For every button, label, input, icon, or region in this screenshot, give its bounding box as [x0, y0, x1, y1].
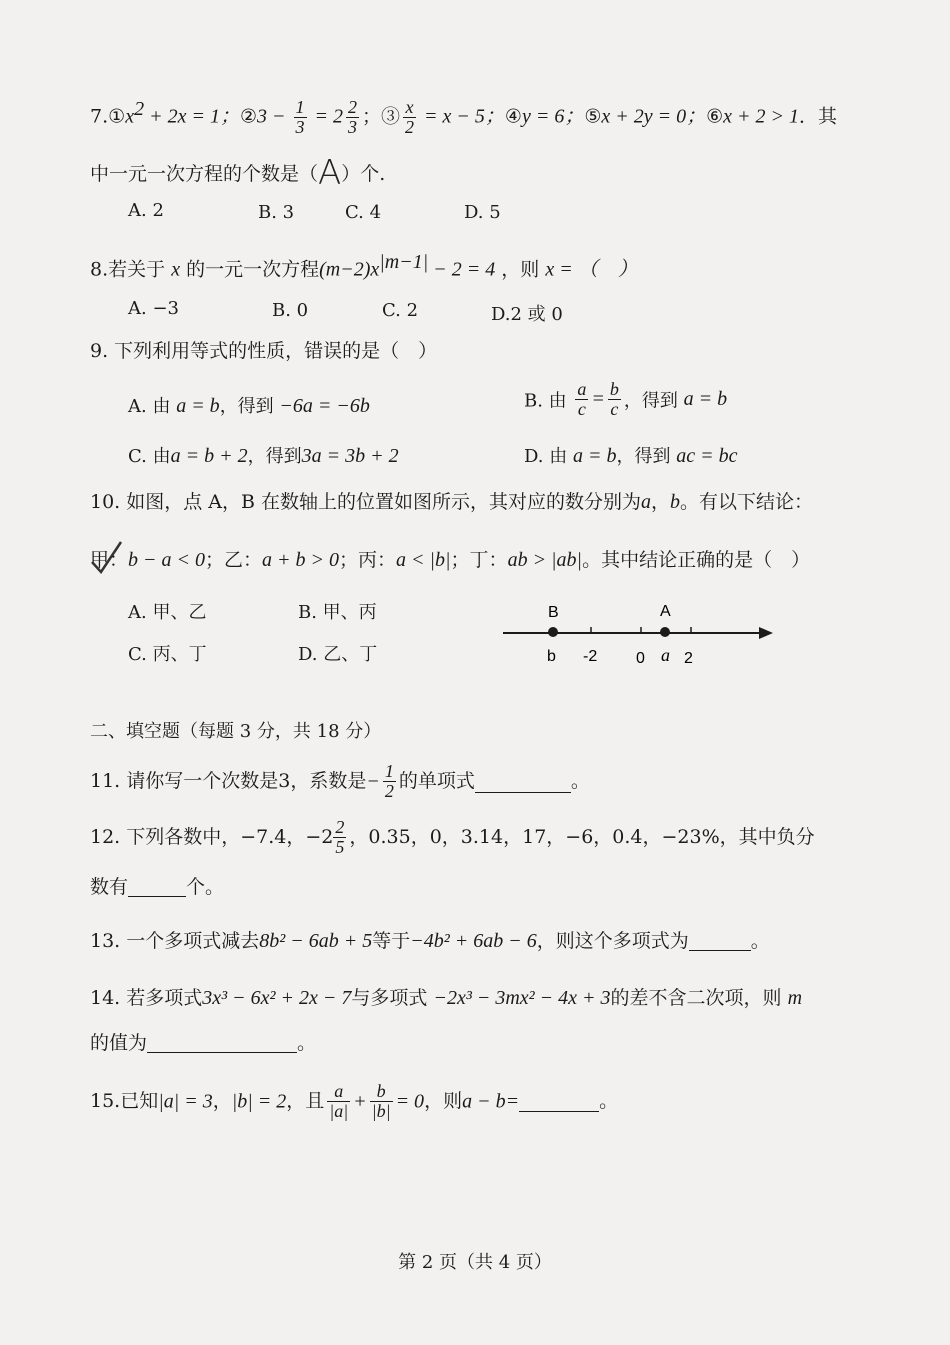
q14-line1: 14. 若多项式3x³ − 6x² + 2x − 7与多项式 −2x³ − 3mx² − 4x + 3的差不含二次项，则 m [90, 987, 803, 1009]
q9-option-b: B. 由 $\frac{a}{c}$ = $\frac{b}{c}$ ，得到 a = b [524, 379, 728, 419]
fraction-1-3: $\frac{1}{3}$ [295, 97, 305, 137]
tick-label-0: 0 [636, 650, 645, 667]
q8-text: ，则 [501, 258, 540, 281]
q7-label: 7. [90, 105, 109, 128]
q10-stem: 10. 如图，点 A，B 在数轴上的位置如图所示，其对应的数分别为a，b。有以下结论： [90, 491, 814, 513]
label-B: B [548, 604, 559, 621]
q7-option-d: D. 5 [464, 202, 501, 223]
q9-stem: 9. 下列利用等式的性质，错误的是（ ） [90, 340, 438, 362]
q8-option-d: D.2 或 0 [491, 304, 563, 325]
q12-line2: 数有 个。 [90, 876, 225, 898]
number-line [495, 595, 785, 675]
fraction-a-abs-a: $\frac{a}{|a|}$ [329, 1081, 349, 1121]
q7-option-a: A. 2 [128, 200, 164, 221]
answer-blank-13[interactable] [689, 932, 751, 951]
q8-equation: − 2 = 4 [428, 258, 496, 281]
q12-line1: 12. 下列各数中，−7.4，−2 $\frac{2}{5}$ ，0.35，0，3.14，17，−6，0.4，−23%，其中负分 [90, 817, 815, 857]
answer-blank-15[interactable] [519, 1091, 599, 1112]
axis-arrow [759, 627, 773, 639]
q15-line: 15.已知|a| = 3，|b| = 2，且 $\frac{a}{|a|}$ + $\frac{b}{|b|}$ = 0，则a − b= 。 [90, 1081, 619, 1121]
q8-text: 8.若关于 [90, 258, 166, 281]
q7-tail: ．其 [799, 105, 838, 128]
q8-question: x = （ ） [545, 258, 638, 281]
q14-line2: 的值为 。 [90, 1032, 317, 1054]
q7-math: + 2x = 1； [144, 105, 240, 128]
answer-blank-11[interactable] [475, 770, 571, 793]
q7-line1 [90, 98, 837, 137]
point-a [660, 627, 670, 637]
tick-label-a: a [661, 645, 670, 665]
q7-math: = 2 [309, 105, 343, 128]
fraction-b-abs-b: $\frac{b}{|b|}$ [371, 1081, 391, 1121]
fraction-1-2: $\frac{1}{2}$ [384, 761, 394, 801]
q10-option-a: A. 甲、乙 [128, 602, 207, 623]
circled-4: ④ [504, 105, 522, 128]
q7-option-b: B. 3 [258, 202, 295, 223]
q8-line [90, 252, 638, 279]
q9-option-a: A. 由 a = b，得到 −6a = −6b [128, 395, 370, 417]
circled-1: ① [108, 105, 126, 128]
q8-option-b: B. 0 [272, 300, 309, 321]
answer-blank-14[interactable] [147, 1034, 297, 1053]
q8-equation: (m−2)x [319, 258, 380, 281]
q7-math: = x − 5； [419, 105, 505, 128]
q7-math: x [125, 105, 135, 128]
tick-label-b: b [547, 648, 556, 665]
point-b [548, 627, 558, 637]
q8-var: x [171, 258, 181, 281]
q11-line: 11. 请你写一个次数是3，系数是− $\frac{1}{2}$ 的单项式 。 [90, 761, 590, 801]
q10-option-b: B. 甲、丙 [298, 602, 377, 623]
tick-label-2: 2 [684, 650, 693, 667]
q8-text: 的一元一次方程 [186, 258, 320, 281]
q7-stem: 中一元一次方程的个数是（ [90, 163, 319, 185]
q7-option-c: C. 4 [345, 202, 382, 223]
section-2-title: 二、填空题（每题 3 分，共 18 分） [90, 721, 382, 742]
page-footer: 第 2 页（共 4 页） [398, 1252, 552, 1273]
q13-line: 13. 一个多项式减去8b² − 6ab + 5等于−4b² + 6ab − 6，则这个多项式为 。 [90, 930, 770, 952]
circled-5: ⑤ [584, 105, 602, 128]
fraction-2-3: $\frac{2}{3}$ [348, 97, 357, 137]
q7-exp: 2 [134, 98, 145, 121]
circled-2: ② [239, 105, 257, 128]
circled-3: ③ [381, 105, 401, 128]
q7-line2 [90, 152, 386, 193]
circled-6: ⑥ [706, 105, 724, 128]
q10-option-d: D. 乙、丁 [298, 644, 378, 665]
label-A: A [660, 603, 671, 620]
q7-math: x + 2y = 0； [601, 105, 707, 128]
q7-math: x + 2 > 1 [723, 105, 800, 128]
q8-exponent: |m−1| [379, 251, 429, 273]
q10-conclusions: 甲：b − a < 0；乙：a + b > 0；丙：a < |b|；丁：ab > |ab|。其中结论正确的是（ ） [90, 549, 811, 571]
q9-option-c: C. 由a = b + 2，得到3a = 3b + 2 [128, 445, 399, 467]
tick-label-minus-2: -2 [583, 648, 598, 665]
q9-option-d: D. 由 a = b，得到 ac = bc [524, 445, 738, 467]
q7-stem-end: ）个. [341, 163, 386, 185]
mixed-fraction-2-5: $\frac{2}{5}$ [335, 817, 345, 857]
answer-blank-12[interactable] [128, 878, 186, 897]
q7-math: 3 − [257, 105, 291, 128]
fraction-x-2: $\frac{x}{2}$ [405, 97, 415, 137]
q8-option-c: C. 2 [382, 300, 419, 321]
handwritten-answer: A [318, 153, 342, 193]
q8-option-a: A. −3 [128, 298, 179, 319]
q10-option-c: C. 丙、丁 [128, 644, 207, 665]
sep: ； [362, 105, 382, 128]
q7-math: y = 6； [521, 105, 585, 128]
